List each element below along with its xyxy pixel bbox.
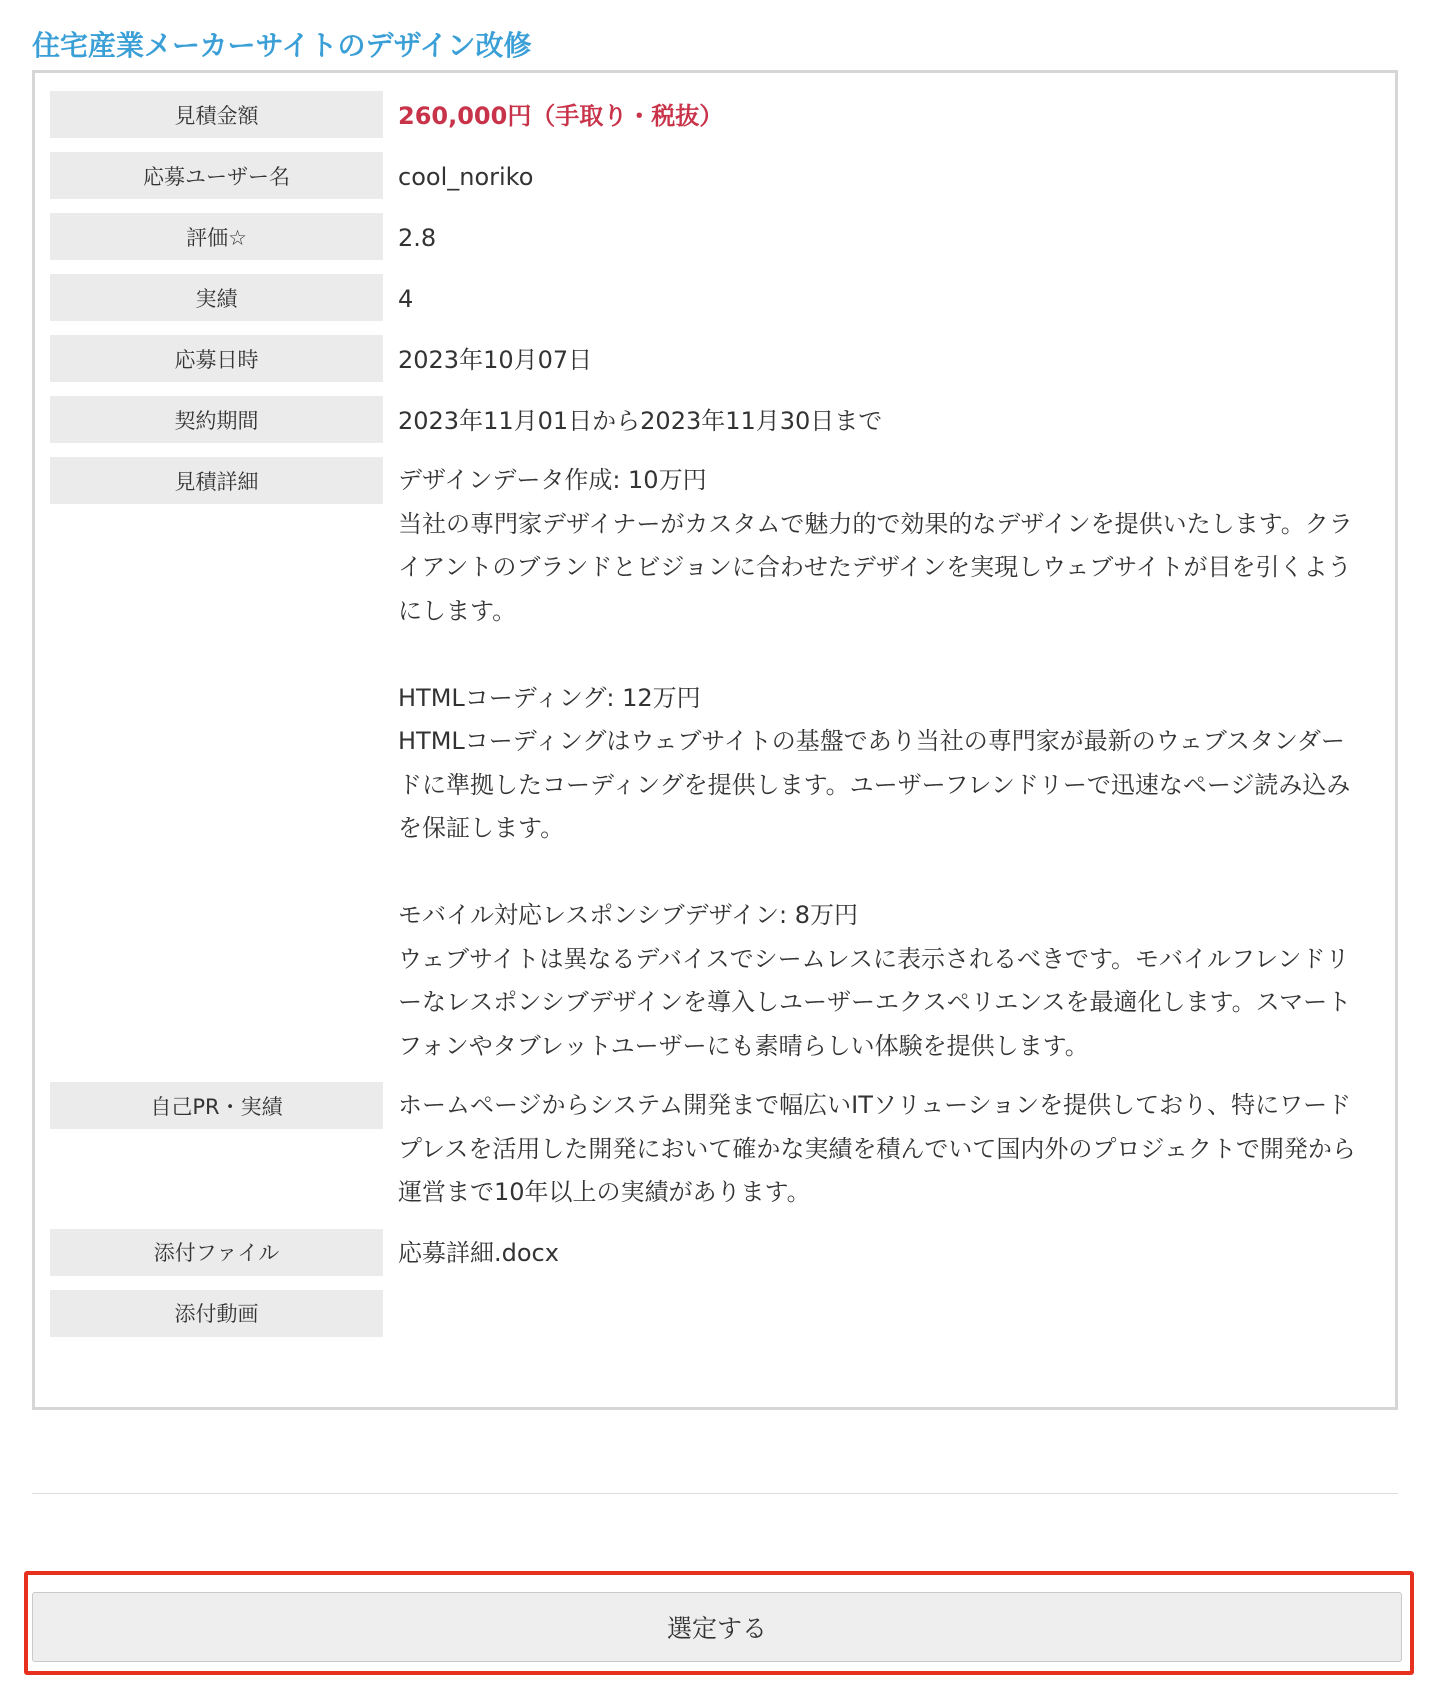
- contract-period-value: 2023年11月01日から2023年11月30日まで: [398, 406, 883, 435]
- row-attachment-video: [50, 1290, 1370, 1337]
- row-attachment-file: [50, 1229, 1370, 1276]
- applied-at-label: 応募日時: [50, 335, 383, 382]
- contract-period-label: 契約期間: [50, 396, 383, 443]
- section-divider: [32, 1493, 1398, 1494]
- application-detail-box: [32, 70, 1398, 1410]
- row-track-record: [50, 274, 1370, 321]
- row-estimate-amount: [50, 91, 1370, 138]
- estimate-details-label: 見積詳細: [50, 457, 383, 504]
- attachment-file-link[interactable]: 応募詳細.docx: [398, 1239, 559, 1268]
- estimate-amount-label: 見積金額: [50, 91, 383, 138]
- row-applicant-user: [50, 152, 1370, 199]
- select-button[interactable]: 選定する: [32, 1592, 1402, 1662]
- row-estimate-details: [50, 457, 1370, 1068]
- estimate-amount-value: 260,000円（手取り・税抜）: [398, 101, 724, 130]
- applied-at-value: 2023年10月07日: [398, 345, 593, 374]
- track-record-label: 実績: [50, 274, 383, 321]
- row-applied-at: [50, 335, 1370, 382]
- page-title: 住宅産業メーカーサイトのデザイン改修: [32, 29, 532, 62]
- row-contract-period: [50, 396, 1370, 443]
- row-rating: [50, 213, 1370, 260]
- attachment-video-value: [398, 1290, 1358, 1337]
- self-pr-label: 自己PR・実績: [50, 1082, 383, 1129]
- attachment-video-label: 添付動画: [50, 1290, 383, 1337]
- track-record-value: 4: [398, 284, 414, 313]
- self-pr-value: [398, 1082, 1358, 1215]
- applicant-user-value: cool_noriko: [398, 162, 534, 191]
- applicant-user-label: 応募ユーザー名: [50, 152, 383, 199]
- estimate-details-value: [398, 457, 1358, 1068]
- rating-label: 評価☆: [50, 213, 383, 260]
- attachment-file-label: 添付ファイル: [50, 1229, 383, 1276]
- estimate-detail-paragraph: HTMLコーディング: 12万円 HTMLコーディングはウェブサイトの基盤であり当社の専門家が最新のウェブスタンダードに準拠したコーディングを提供します。ユーザーフレンドリーで迅速なページ読み込みを保証します。: [398, 683, 1351, 842]
- row-self-pr: [50, 1082, 1370, 1215]
- detail-rows: [50, 91, 1370, 1337]
- estimate-detail-paragraph: モバイル対応レスポンシブデザイン: 8万円 ウェブサイトは異なるデバイスでシームレスに表示されるべきです。モバイルフレンドリーなレスポンシブデザインを導入しユーザーエクスペリエンスを最適化します。スマートフォンやタブレットユーザーにも素晴らしい体験を提供します。: [398, 901, 1352, 1060]
- estimate-detail-paragraph: デザインデータ作成: 10万円 当社の専門家デザイナーがカスタムで魅力的で効果的なデザインを提供いたします。クライアントのブランドとビジョンに合わせたデザインを実現しウェブサイトが目を引くようにします。: [398, 466, 1353, 625]
- self-pr-text: ホームページからシステム開発まで幅広いITソリューションを提供しており、特にワードプレスを活用した開発において確かな実績を積んでいて国内外のプロジェクトで開発から運営まで10年以上の実績があります。: [398, 1091, 1356, 1206]
- rating-value: 2.8: [398, 223, 437, 252]
